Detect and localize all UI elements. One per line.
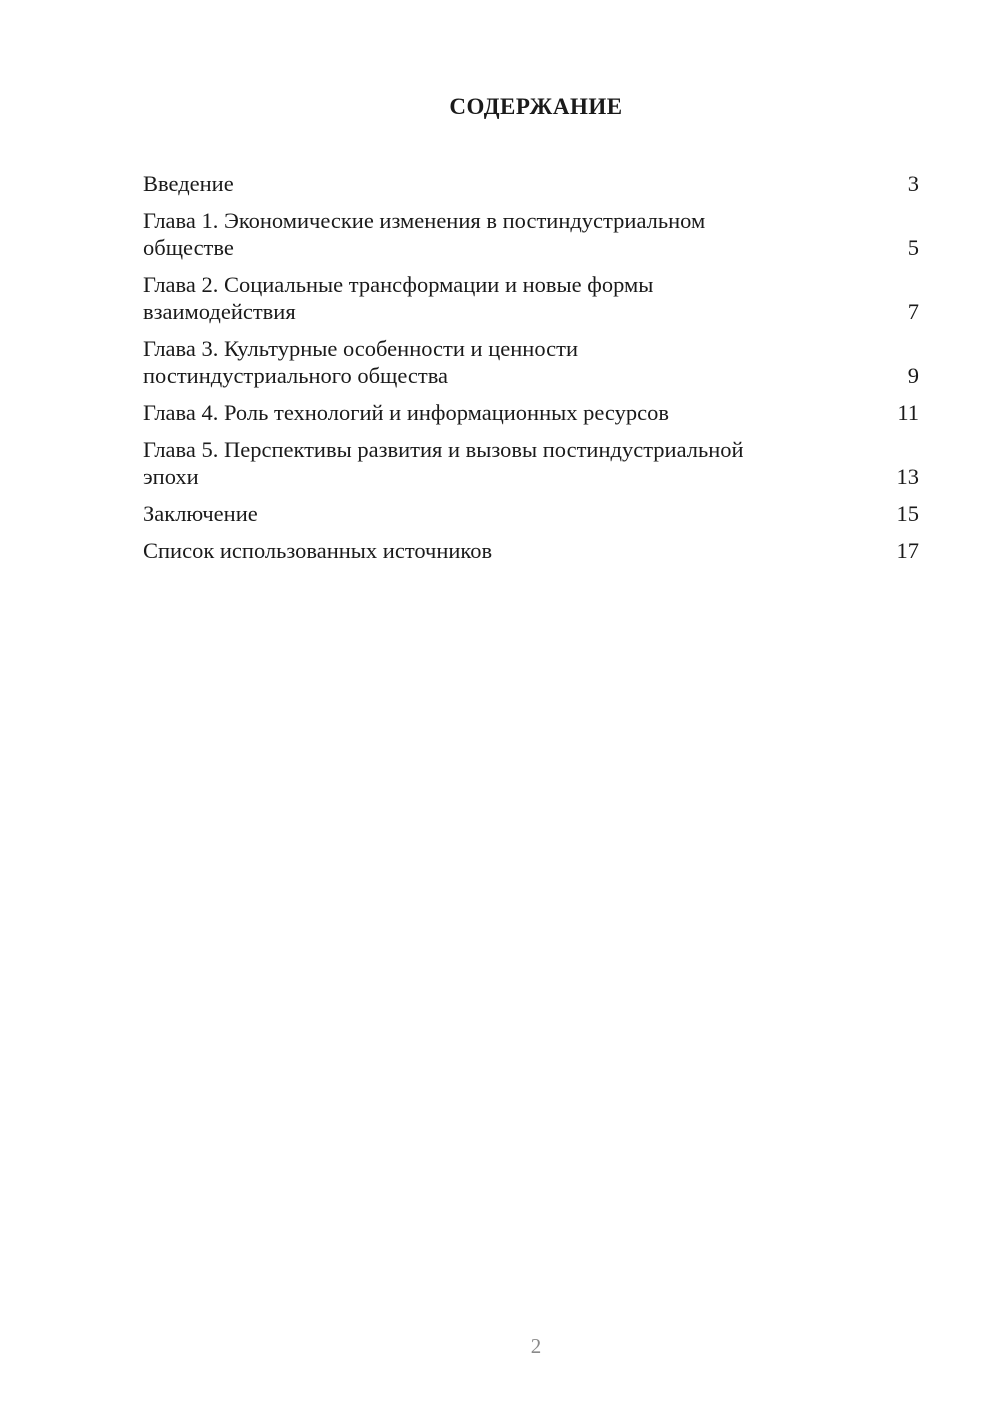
toc-entry-text xyxy=(143,271,889,325)
toc-entry-chapter-5 xyxy=(143,436,919,490)
toc-entry-page: 7 xyxy=(907,299,919,324)
toc-entry-page: 17 xyxy=(896,538,919,563)
toc-entry-line: Глава 2. Социальные трансформации и новые формы xyxy=(143,272,654,297)
toc-entry-page: 3 xyxy=(907,171,919,196)
page-number: 2 xyxy=(530,1334,542,1358)
toc-list xyxy=(143,170,919,574)
toc-entry-references xyxy=(143,537,919,564)
toc-entry-conclusion xyxy=(143,500,919,527)
toc-entry-line: обществе xyxy=(143,235,234,260)
toc-entry-line: взаимодействия xyxy=(143,299,296,324)
toc-entry-line: Список использованных источников xyxy=(143,538,493,563)
toc-entry-line: Глава 4. Роль технологий и информационных ресурсов xyxy=(143,400,669,425)
toc-entry-text xyxy=(143,500,889,527)
toc-entry-line: Глава 3. Культурные особенности и ценности xyxy=(143,336,578,361)
toc-entry-chapter-4 xyxy=(143,399,919,426)
toc-entry-line: Введение xyxy=(143,171,234,196)
toc-entry-line: Глава 5. Перспективы развития и вызовы постиндустриальной xyxy=(143,437,744,462)
toc-entry-chapter-1 xyxy=(143,207,919,261)
toc-entry-text xyxy=(143,537,889,564)
toc-entry-line: постиндустриального общества xyxy=(143,363,449,388)
toc-entry-page: 5 xyxy=(907,235,919,260)
toc-entry-text xyxy=(143,399,889,426)
toc-entry-page: 13 xyxy=(896,464,919,489)
toc-entry-chapter-3 xyxy=(143,335,919,389)
toc-entry-introduction xyxy=(143,170,919,197)
toc-entry-page: 9 xyxy=(907,363,919,388)
toc-title: СОДЕРЖАНИЕ xyxy=(449,94,623,119)
toc-entry-line: Заключение xyxy=(143,501,258,526)
toc-entry-page: 15 xyxy=(896,501,919,526)
toc-entry-line: эпохи xyxy=(143,464,199,489)
toc-entry-text xyxy=(143,436,889,490)
toc-entry-chapter-2 xyxy=(143,271,919,325)
toc-entry-text xyxy=(143,207,889,261)
toc-entry-text xyxy=(143,335,889,389)
toc-entry-line: Глава 1. Экономические изменения в постиндустриальном xyxy=(143,208,706,233)
toc-entry-page: 11 xyxy=(897,400,919,425)
toc-entry-text xyxy=(143,170,889,197)
